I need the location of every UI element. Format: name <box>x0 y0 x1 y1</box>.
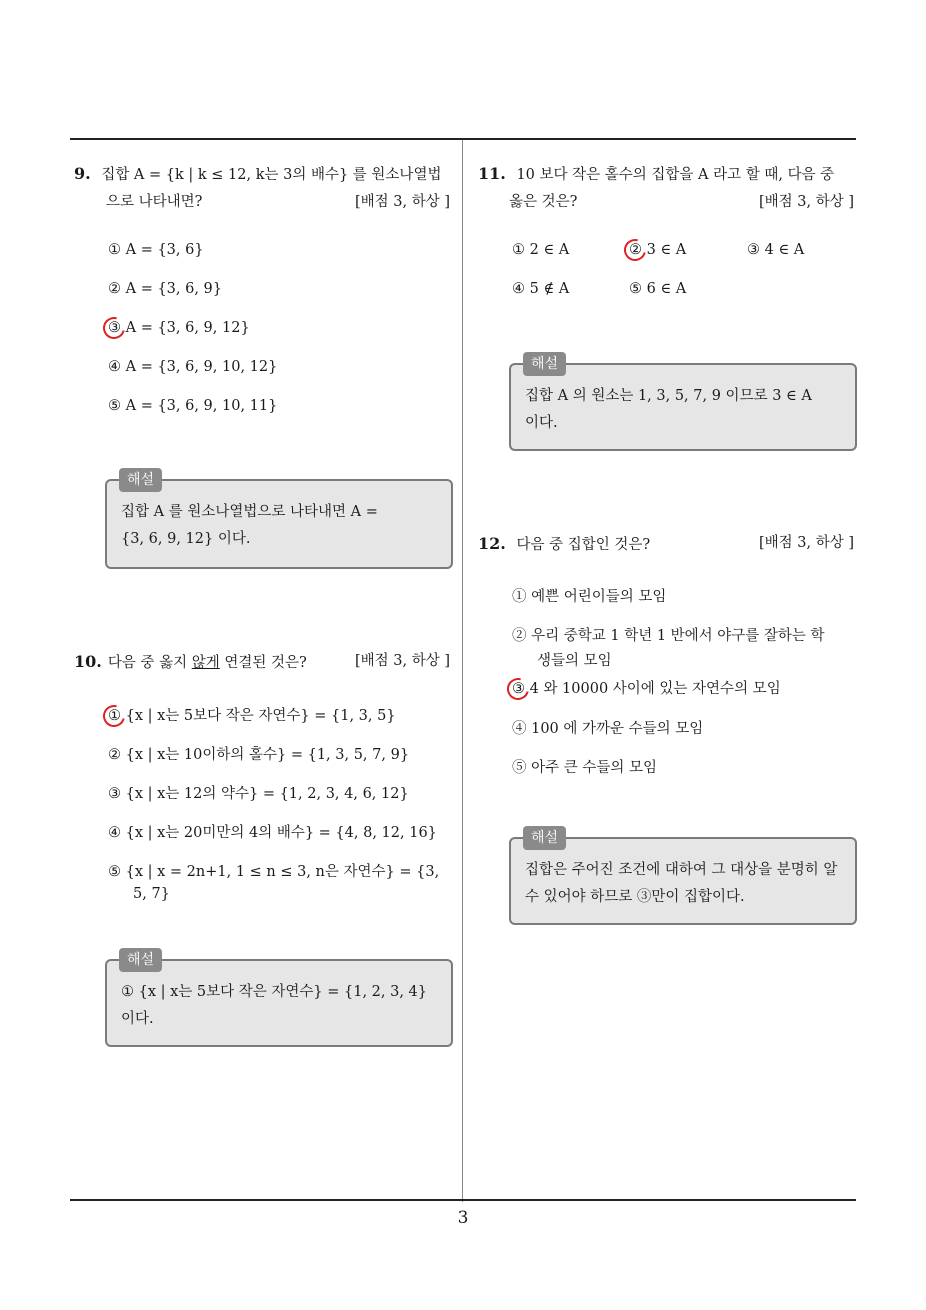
score-label: [배점 3, 하상 ] <box>758 194 854 210</box>
score-label: [배점 3, 하상 ] <box>758 535 854 551</box>
option-4[interactable]: ④ 100 에 가까운 수들의 모임 <box>512 721 704 737</box>
option-1[interactable]: ① {x | x는 5보다 작은 자연수} = {1, 3, 5} <box>108 704 396 725</box>
question-9 <box>74 160 450 216</box>
answer-circle-mark <box>99 313 129 343</box>
option-1[interactable]: ① 예쁜 어린이들의 모임 <box>512 589 667 605</box>
question-number: 11. <box>478 164 506 183</box>
answer-circle-mark <box>99 701 129 731</box>
solution-text-cont: 이다. <box>121 1011 154 1027</box>
option-5[interactable]: ⑤ A = {3, 6, 9, 10, 11} <box>108 398 278 414</box>
solution-box-q9 <box>105 472 453 569</box>
solution-text-cont: 수 있어야 하므로 ③만이 집합이다. <box>525 889 745 905</box>
question-10 <box>74 648 450 677</box>
solution-text: 집합은 주어진 조건에 대하여 그 대상을 분명히 알 <box>525 862 838 878</box>
question-text: 집합 A = {k | k ≤ 12, k는 3의 배수} 를 원소나열법 <box>101 167 442 183</box>
solution-text: 집합 A 를 원소나열법으로 나타내면 A = <box>121 504 378 520</box>
option-3[interactable]: ③ {x | x는 12의 약수} = {1, 2, 3, 4, 6, 12} <box>108 786 409 802</box>
option-1[interactable]: ① 2 ∈ A <box>512 242 570 258</box>
option-2[interactable]: ② {x | x는 10이하의 홀수} = {1, 3, 5, 7, 9} <box>108 747 410 763</box>
solution-tag: 해설 <box>119 468 162 492</box>
question-11 <box>478 160 854 216</box>
bottom-rule <box>70 1199 856 1201</box>
column-divider <box>462 140 463 1202</box>
solution-text: 집합 A 의 원소는 1, 3, 5, 7, 9 이므로 3 ∈ A <box>525 388 812 404</box>
solution-text-cont: {3, 6, 9, 12} 이다. <box>121 531 251 547</box>
option-4[interactable]: ④ A = {3, 6, 9, 10, 12} <box>108 359 278 375</box>
option-3[interactable]: ③ 4 와 10000 사이에 있는 자연수의 모임 <box>512 677 781 698</box>
question-12 <box>478 530 854 559</box>
solution-box-q10 <box>105 952 453 1047</box>
option-2[interactable]: ② A = {3, 6, 9} <box>108 281 223 297</box>
option-5-cont: 5, 7} <box>133 886 170 902</box>
top-rule <box>70 138 856 140</box>
option-2[interactable]: ② 우리 중학교 1 학년 1 반에서 야구를 잘하는 학 <box>512 628 825 644</box>
score-label: [배점 3, 하상 ] <box>354 194 450 210</box>
option-2[interactable]: ② 3 ∈ A <box>629 242 686 258</box>
solution-text: ① {x | x는 5보다 작은 자연수} = {1, 2, 3, 4} <box>121 984 427 1000</box>
option-5[interactable]: ⑤ {x | x = 2n+1, 1 ≤ n ≤ 3, n은 자연수} = {3, <box>108 864 440 880</box>
solution-tag: 해설 <box>523 826 566 850</box>
page-number: 3 <box>457 1208 469 1228</box>
solution-box-q12 <box>509 830 857 925</box>
question-text-cont: 으로 나타내면? <box>106 194 203 210</box>
option-5[interactable]: ⑤ 6 ∈ A <box>629 281 687 297</box>
question-text: 다음 중 옳지 않게 연결된 것은? <box>107 655 307 671</box>
answer-circle-mark <box>503 674 533 704</box>
question-text: 10 보다 작은 홀수의 집합을 A 라고 할 때, 다음 중 <box>516 167 835 183</box>
question-text: 다음 중 집합인 것은? <box>516 537 651 553</box>
solution-tag: 해설 <box>523 352 566 376</box>
option-3[interactable]: ③ A = {3, 6, 9, 12} <box>108 320 250 336</box>
answer-circle-mark <box>620 235 650 265</box>
option-3[interactable]: ③ 4 ∈ A <box>747 242 805 258</box>
question-number: 12. <box>478 534 506 553</box>
solution-text-cont: 이다. <box>525 415 558 431</box>
option-4[interactable]: ④ {x | x는 20미만의 4의 배수} = {4, 8, 12, 16} <box>108 825 437 841</box>
solution-box-q11 <box>509 356 857 451</box>
option-4[interactable]: ④ 5 ∉ A <box>512 281 570 297</box>
score-label: [배점 3, 하상 ] <box>354 653 450 669</box>
option-2-cont: 생들의 모임 <box>537 653 612 669</box>
solution-tag: 해설 <box>119 948 162 972</box>
question-number: 10. <box>74 652 102 671</box>
option-1[interactable]: ① A = {3, 6} <box>108 242 204 258</box>
question-text-cont: 옳은 것은? <box>509 194 578 210</box>
question-number: 9. <box>74 164 91 183</box>
option-5[interactable]: ⑤ 아주 큰 수들의 모임 <box>512 760 657 776</box>
